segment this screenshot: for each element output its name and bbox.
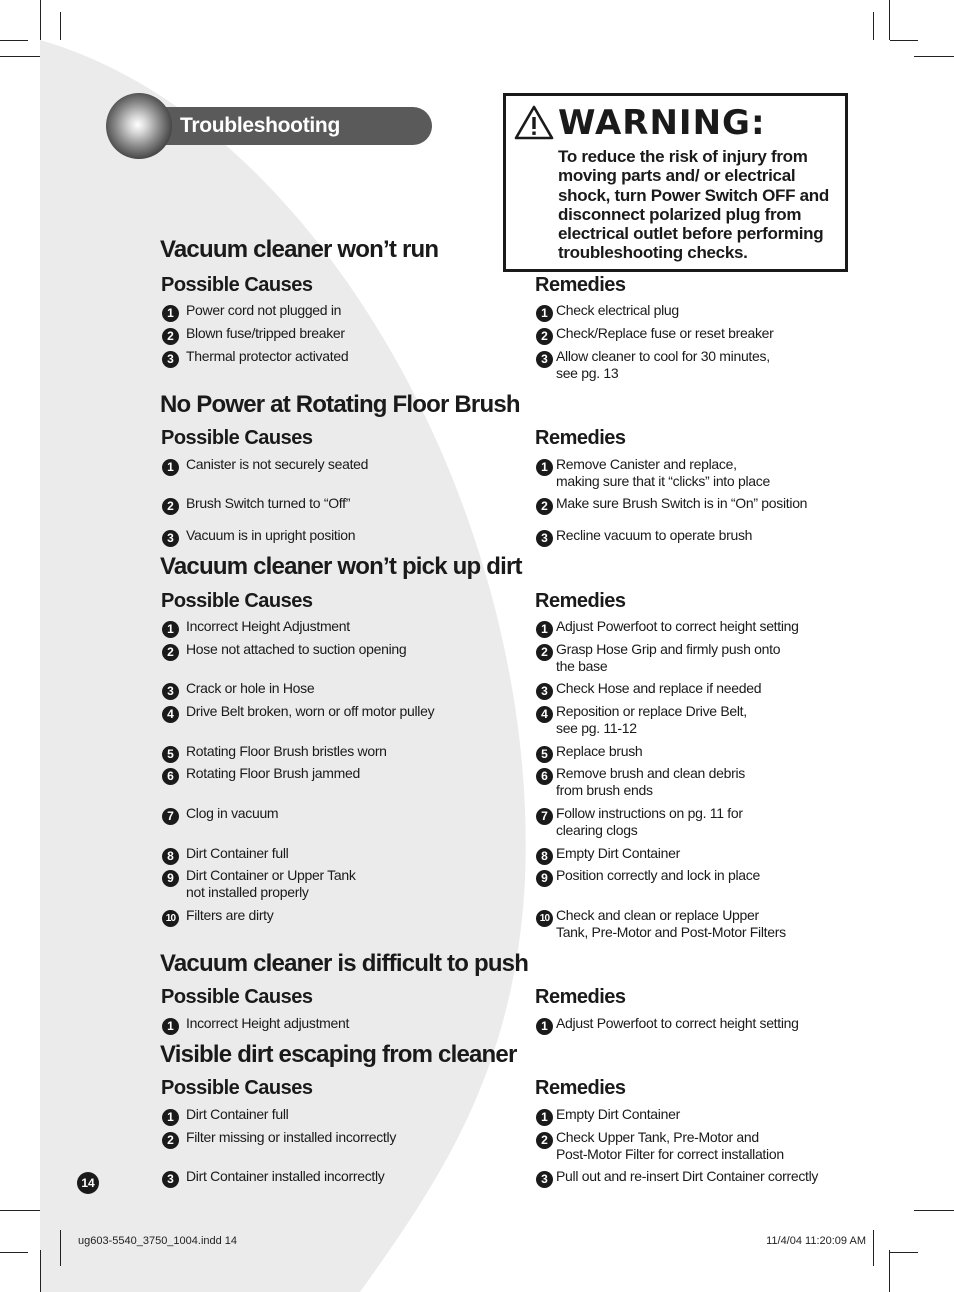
possible-causes-heading: Possible Causes — [161, 274, 313, 296]
header-sphere-icon — [106, 93, 172, 159]
remedy-text: Check electrical plug — [556, 302, 679, 318]
number-badge: 1 — [162, 459, 179, 476]
possible-causes-heading: Possible Causes — [161, 986, 313, 1008]
number-badge: 3 — [536, 1171, 553, 1188]
cause-text: Filter missing or installed incorrectly — [186, 1129, 397, 1145]
number-badge: 3 — [536, 351, 553, 368]
cause-text: Dirt Container full — [186, 845, 289, 861]
number-badge: 1 — [536, 305, 553, 322]
section-title: Vacuum cleaner won’t pick up dirt — [160, 553, 522, 580]
number-badge: 2 — [162, 1132, 179, 1149]
number-badge: 2 — [162, 498, 179, 515]
remedy-text: Empty Dirt Container — [556, 1106, 680, 1122]
number-badge: 9 — [536, 870, 553, 887]
crop-mark — [60, 1230, 61, 1266]
warning-text: To reduce the risk of injury from moving parts and/ or electrical shock, turn Power Switch OFF and disconnect polarized plug from electrical outlet before performing troubleshooting checks. — [558, 147, 829, 263]
number-badge: 2 — [536, 498, 553, 515]
number-badge: 7 — [536, 808, 553, 825]
possible-causes-heading: Possible Causes — [161, 1077, 313, 1099]
page-number: 14 — [77, 1172, 99, 1194]
number-badge: 3 — [162, 530, 179, 547]
footer-filename: ug603-5540_3750_1004.indd 14 — [78, 1235, 238, 1247]
number-badge: 1 — [162, 1109, 179, 1126]
number-badge: 3 — [162, 351, 179, 368]
number-badge: 1 — [536, 1018, 553, 1035]
remedies-heading: Remedies — [535, 590, 626, 612]
cause-text: Crack or hole in Hose — [186, 680, 315, 696]
number-badge: 1 — [162, 621, 179, 638]
section-title: Vacuum cleaner won’t run — [160, 236, 439, 263]
number-badge: 1 — [536, 621, 553, 638]
crop-mark — [890, 40, 918, 41]
number-badge: 5 — [536, 746, 553, 763]
remedy-text: Position correctly and lock in place — [556, 867, 760, 883]
remedy-text: Empty Dirt Container — [556, 845, 680, 861]
number-badge: 10 — [162, 910, 179, 927]
number-badge: 2 — [536, 328, 553, 345]
number-badge: 5 — [162, 746, 179, 763]
crop-mark — [873, 12, 874, 40]
number-badge: 6 — [162, 768, 179, 785]
cause-text: Power cord not plugged in — [186, 302, 342, 318]
remedy-text: Replace brush — [556, 743, 643, 759]
remedy-text: Check Upper Tank, Pre-Motor and Post-Motor Filter for correct installation — [556, 1129, 784, 1162]
remedy-text: Follow instructions on pg. 11 for clearing clogs — [556, 805, 743, 838]
number-badge: 2 — [162, 328, 179, 345]
number-badge: 4 — [162, 706, 179, 723]
number-badge: 3 — [536, 683, 553, 700]
footer-timestamp: 11/4/04 11:20:09 AM — [766, 1235, 866, 1247]
cause-text: Filters are dirty — [186, 907, 274, 923]
possible-causes-heading: Possible Causes — [161, 590, 313, 612]
cause-text: Rotating Floor Brush jammed — [186, 765, 360, 781]
number-badge: 8 — [536, 848, 553, 865]
cause-text: Blown fuse/tripped breaker — [186, 325, 345, 341]
cause-text: Vacuum is in upright position — [186, 527, 356, 543]
remedy-text: Check Hose and replace if needed — [556, 680, 762, 696]
cause-text: Thermal protector activated — [186, 348, 349, 364]
number-badge: 2 — [162, 644, 179, 661]
cause-text: Rotating Floor Brush bristles worn — [186, 743, 387, 759]
number-badge: 9 — [162, 870, 179, 887]
crop-mark — [60, 12, 61, 40]
cause-text: Hose not attached to suction opening — [186, 641, 407, 657]
number-badge: 1 — [162, 1018, 179, 1035]
crop-mark — [0, 1210, 40, 1211]
remedies-heading: Remedies — [535, 274, 626, 296]
page-title: Troubleshooting — [180, 114, 340, 137]
crop-mark — [0, 40, 28, 41]
section-title: No Power at Rotating Floor Brush — [160, 391, 520, 418]
number-badge: 1 — [162, 305, 179, 322]
cause-text: Dirt Container or Upper Tank not installed properly — [186, 867, 356, 900]
number-badge: 2 — [536, 1132, 553, 1149]
crop-mark — [889, 1250, 890, 1292]
crop-mark — [873, 1230, 874, 1266]
possible-causes-heading: Possible Causes — [161, 427, 313, 449]
remedy-text: Remove Canister and replace, making sure that it “clicks” into place — [556, 456, 770, 489]
number-badge: 3 — [162, 1171, 179, 1188]
number-badge: 2 — [536, 644, 553, 661]
cause-text: Drive Belt broken, worn or off motor pulley — [186, 703, 435, 719]
cause-text: Dirt Container full — [186, 1106, 289, 1122]
crop-mark — [890, 1252, 918, 1253]
number-badge: 7 — [162, 808, 179, 825]
warning-box — [503, 93, 848, 272]
remedy-text: Pull out and re-insert Dirt Container correctly — [556, 1168, 819, 1184]
crop-mark — [914, 1210, 954, 1211]
remedy-text: Remove brush and clean debris from brush ends — [556, 765, 745, 798]
remedy-text: Check and clean or replace Upper Tank, Pre-Motor and Post-Motor Filters — [556, 907, 786, 940]
cause-text: Incorrect Height adjustment — [186, 1015, 350, 1031]
remedy-text: Recline vacuum to operate brush — [556, 527, 753, 543]
remedies-heading: Remedies — [535, 1077, 626, 1099]
cause-text: Incorrect Height Adjustment — [186, 618, 350, 634]
number-badge: 10 — [536, 910, 553, 927]
warning-triangle-icon — [514, 105, 554, 141]
remedy-text: Adjust Powerfoot to correct height setting — [556, 618, 799, 634]
crop-mark — [889, 0, 890, 40]
number-badge: 8 — [162, 848, 179, 865]
remedy-text: Allow cleaner to cool for 30 minutes, see pg. 13 — [556, 348, 770, 381]
remedy-text: Adjust Powerfoot to correct height setting — [556, 1015, 799, 1031]
cause-text: Dirt Container installed incorrectly — [186, 1168, 385, 1184]
number-badge: 4 — [536, 706, 553, 723]
crop-mark — [40, 0, 41, 40]
number-badge: 6 — [536, 768, 553, 785]
cause-text: Canister is not securely seated — [186, 456, 369, 472]
crop-mark — [914, 56, 954, 57]
remedy-text: Grasp Hose Grip and firmly push onto the base — [556, 641, 781, 674]
crop-mark — [40, 1250, 41, 1292]
section-title: Visible dirt escaping from cleaner — [160, 1041, 517, 1068]
number-badge: 3 — [162, 683, 179, 700]
cause-text: Clog in vacuum — [186, 805, 279, 821]
remedy-text: Make sure Brush Switch is in “On” position — [556, 495, 808, 511]
section-title: Vacuum cleaner is difficult to push — [160, 950, 529, 977]
crop-mark — [0, 1252, 28, 1253]
remedies-heading: Remedies — [535, 986, 626, 1008]
number-badge: 3 — [536, 530, 553, 547]
number-badge: 1 — [536, 1109, 553, 1126]
remedy-text: Check/Replace fuse or reset breaker — [556, 325, 774, 341]
number-badge: 1 — [536, 459, 553, 476]
remedy-text: Reposition or replace Drive Belt, see pg. 11-12 — [556, 703, 747, 736]
warning-title: WARNING: — [558, 103, 766, 143]
crop-mark — [0, 56, 40, 57]
remedies-heading: Remedies — [535, 427, 626, 449]
cause-text: Brush Switch turned to “Off” — [186, 495, 351, 511]
